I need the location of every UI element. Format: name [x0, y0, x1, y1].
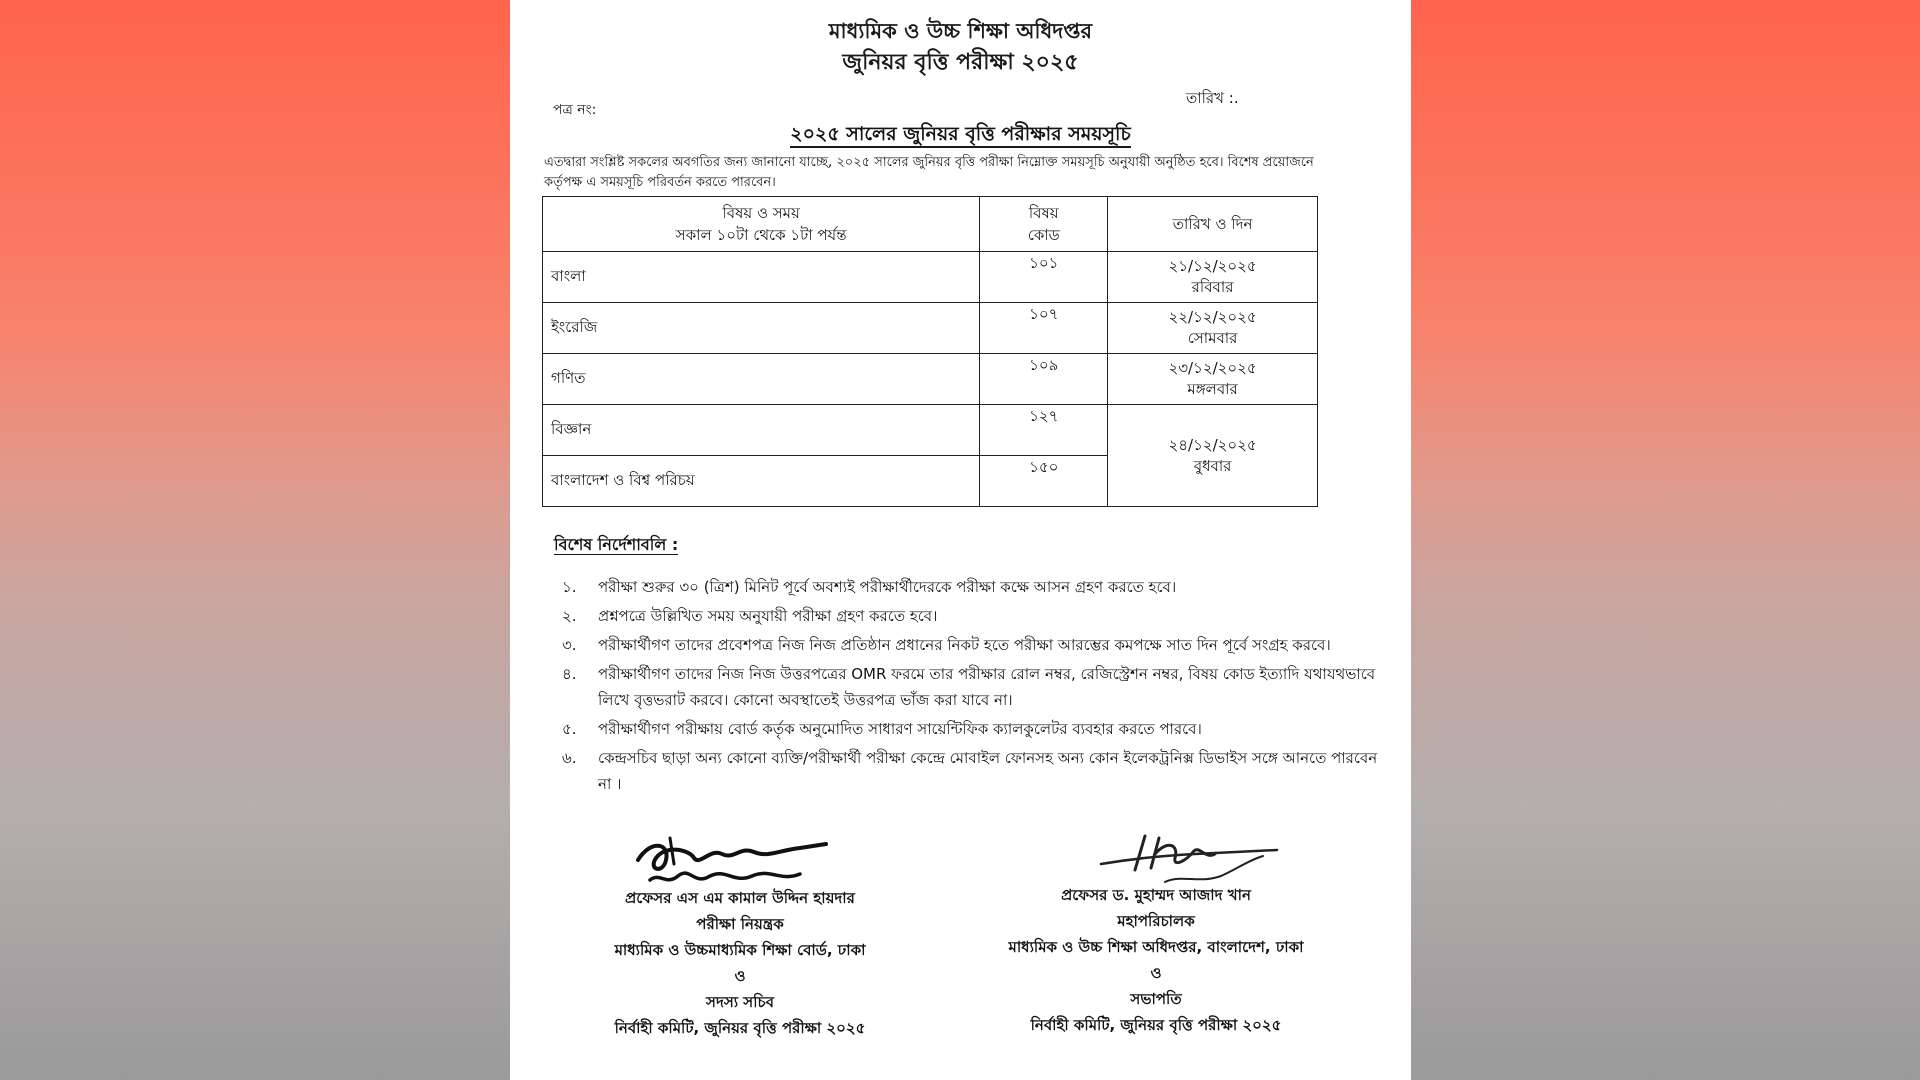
- exam-day: সোমবার: [1187, 329, 1238, 347]
- header-code-line2: কোড: [1027, 226, 1060, 244]
- code-cell: ১৫০: [980, 456, 1108, 507]
- exam-day: মঙ্গলবার: [1187, 380, 1238, 398]
- exam-day: রবিবার: [1191, 278, 1234, 296]
- subject-cell: বাংলাদেশ ও বিশ্ব পরিচয়: [543, 456, 980, 507]
- signatory-left-role: সদস্য সচিব: [706, 993, 774, 1011]
- reference-number-label: পত্র নং:: [553, 102, 597, 118]
- signatory-left-name: প্রফেসর এস এম কামাল উদ্দিন হায়দার: [625, 889, 855, 907]
- signatory-right-role: সভাপতি: [1130, 990, 1182, 1008]
- signatory-right-block: [966, 882, 1346, 1038]
- exam-date: ২৪/১২/২০২৫: [1168, 435, 1257, 454]
- exam-date: ২১/১২/২০২৫: [1168, 257, 1257, 275]
- intro-paragraph: এতদ্বারা সংশ্লিষ্ট সকলের অবগতির জন্য জানানো যাচ্ছে, ২০২৫ সালের জুনিয়র বৃত্তি পরীক্ষা নিম্নোক্ত সময়সূচি অনুযায়ী অনুষ্ঠিত হবে। বিশেষ প্রয়োজনে কর্তৃপক্ষ এ সময়সূচি পরিবর্তন করতে পারবেন।: [544, 155, 1314, 190]
- code-cell: ১২৭: [980, 405, 1108, 456]
- background-left: [0, 0, 510, 1080]
- exam-day: বুধবার: [1193, 456, 1232, 475]
- date-cell: [1108, 354, 1318, 405]
- date-cell: [1108, 405, 1318, 507]
- instruction-item: [562, 745, 1382, 797]
- signatory-left-title: পরীক্ষা নিয়ন্ত্রক: [696, 915, 784, 933]
- document-title-text: ২০২৫ সালের জুনিয়র বৃত্তি পরীক্ষার সময়সূচি: [790, 123, 1130, 148]
- header-code: [980, 197, 1108, 252]
- background-right: [1411, 0, 1920, 1080]
- instruction-number: ৬.: [562, 749, 577, 767]
- table-row: [543, 354, 1318, 405]
- instruction-item: [562, 603, 1382, 629]
- instruction-text: পরীক্ষা শুরুর ৩০ (ত্রিশ) মিনিট পূর্বে অবশ্যই পরীক্ষার্থীদেরকে পরীক্ষা কক্ষে আসন গ্রহণ করতে হবে।: [598, 578, 1177, 596]
- instruction-item: [562, 574, 1382, 600]
- subject-cell: বাংলা: [543, 252, 980, 303]
- instruction-item: [562, 716, 1382, 742]
- instruction-text: প্রশ্নপত্রে উল্লিখিত সময় অনুযায়ী পরীক্ষা গ্রহণ করতে হবে।: [598, 607, 938, 625]
- instruction-text: পরীক্ষার্থীগণ পরীক্ষায় বোর্ড কর্তৃক অনুমোদিত সাধারণ সায়েন্টিফিক ক্যালকুলেটর ব্যবহার করতে পারবে।: [598, 720, 1202, 738]
- signatory-left-committee: নির্বাহী কমিটি, জুনিয়র বৃত্তি পরীক্ষা ২০২৫: [614, 1019, 866, 1037]
- subject-cell: গণিত: [543, 354, 980, 405]
- instructions-heading-text: বিশেষ নির্দেশাবলি :: [554, 535, 679, 554]
- header-subject-line1: বিষয় ও সময়: [722, 204, 800, 222]
- instructions-heading: [554, 532, 678, 559]
- instructions-list: [562, 574, 1382, 800]
- header-organization: মাধ্যমিক ও উচ্চ শিক্ষা অধিদপ্তর: [828, 19, 1093, 43]
- signature-left: [630, 830, 840, 890]
- instruction-number: ৪.: [562, 665, 577, 683]
- header-subject-line2: সকাল ১০টা থেকে ১টা পর্যন্ত: [675, 226, 847, 244]
- signatory-left-org: মাধ্যমিক ও উচ্চমাধ্যমিক শিক্ষা বোর্ড, ঢাকা: [614, 941, 866, 959]
- date-cell: [1108, 252, 1318, 303]
- instruction-text: পরীক্ষার্থীগণ তাদের প্রবেশপত্র নিজ নিজ প্রতিষ্ঠান প্রধানের নিকট হতে পরীক্ষা আরম্ভের কমপক্ষে সাত দিন পূর্বে সংগ্রহ করবে।: [598, 636, 1331, 654]
- exam-date: ২৩/১২/২০২৫: [1168, 359, 1257, 377]
- subject-cell: ইংরেজি: [543, 303, 980, 354]
- table-row: [543, 405, 1318, 456]
- table-row: [543, 303, 1318, 354]
- code-cell: ১০১: [980, 252, 1108, 303]
- header-subject: [543, 197, 980, 252]
- table-row: [543, 252, 1318, 303]
- table-header-row: [543, 197, 1318, 252]
- notice-document: [510, 0, 1411, 1080]
- instruction-item: [562, 661, 1382, 713]
- instruction-item: [562, 632, 1382, 658]
- signatory-right-title: মহাপরিচালক: [1117, 912, 1195, 930]
- signatory-right-and: ও: [1150, 964, 1162, 982]
- instruction-number: ৫.: [562, 720, 577, 738]
- subject-cell: বিজ্ঞান: [543, 405, 980, 456]
- date-label: তারিখ :.: [1186, 89, 1239, 107]
- header-code-line1: বিষয়: [1028, 204, 1059, 222]
- instruction-text: কেন্দ্রসচিব ছাড়া অন্য কোনো ব্যক্তি/পরীক্ষার্থী পরীক্ষা কেন্দ্রে মোবাইল ফোনসহ অন্য কোন ইলেকট্রনিক্স ডিভাইস সঙ্গে আনতে পারবেন না ।: [598, 749, 1378, 793]
- signatory-left-block: [590, 885, 890, 1041]
- signatory-right-name: প্রফেসর ড. মুহাম্মদ আজাদ খান: [1061, 886, 1251, 904]
- document-title: [510, 120, 1411, 152]
- signatory-left-and: ও: [734, 967, 746, 985]
- header-date: তারিখ ও দিন: [1108, 197, 1318, 252]
- code-cell: ১০৯: [980, 354, 1108, 405]
- date-cell: [1108, 303, 1318, 354]
- header-exam: জুনিয়র বৃত্তি পরীক্ষা ২০২৫: [842, 50, 1079, 75]
- signature-right: [1095, 830, 1285, 888]
- instruction-number: ২.: [562, 607, 577, 625]
- instruction-number: ১.: [562, 578, 577, 596]
- signatory-right-org: মাধ্যমিক ও উচ্চ শিক্ষা অধিদপ্তর, বাংলাদেশ, ঢাকা: [1008, 938, 1304, 956]
- instruction-number: ৩.: [562, 636, 577, 654]
- code-cell: ১০৭: [980, 303, 1108, 354]
- schedule-table: [542, 196, 1318, 507]
- signatory-right-committee: নির্বাহী কমিটি, জুনিয়র বৃত্তি পরীক্ষা ২০২৫: [1030, 1016, 1282, 1034]
- exam-date: ২২/১২/২০২৫: [1168, 308, 1257, 326]
- instruction-text: পরীক্ষার্থীগণ তাদের নিজ নিজ উত্তরপত্রের OMR ফরমে তার পরীক্ষার রোল নম্বর, রেজিস্ট্রেশন নম্বর, বিষয় কোড ইত্যাদি যথাযথভাবে লিখে বৃত্তভরাট করবে। কোনো অবস্থাতেই উত্তরপত্র ভাঁজ করা যাবে না।: [598, 665, 1376, 709]
